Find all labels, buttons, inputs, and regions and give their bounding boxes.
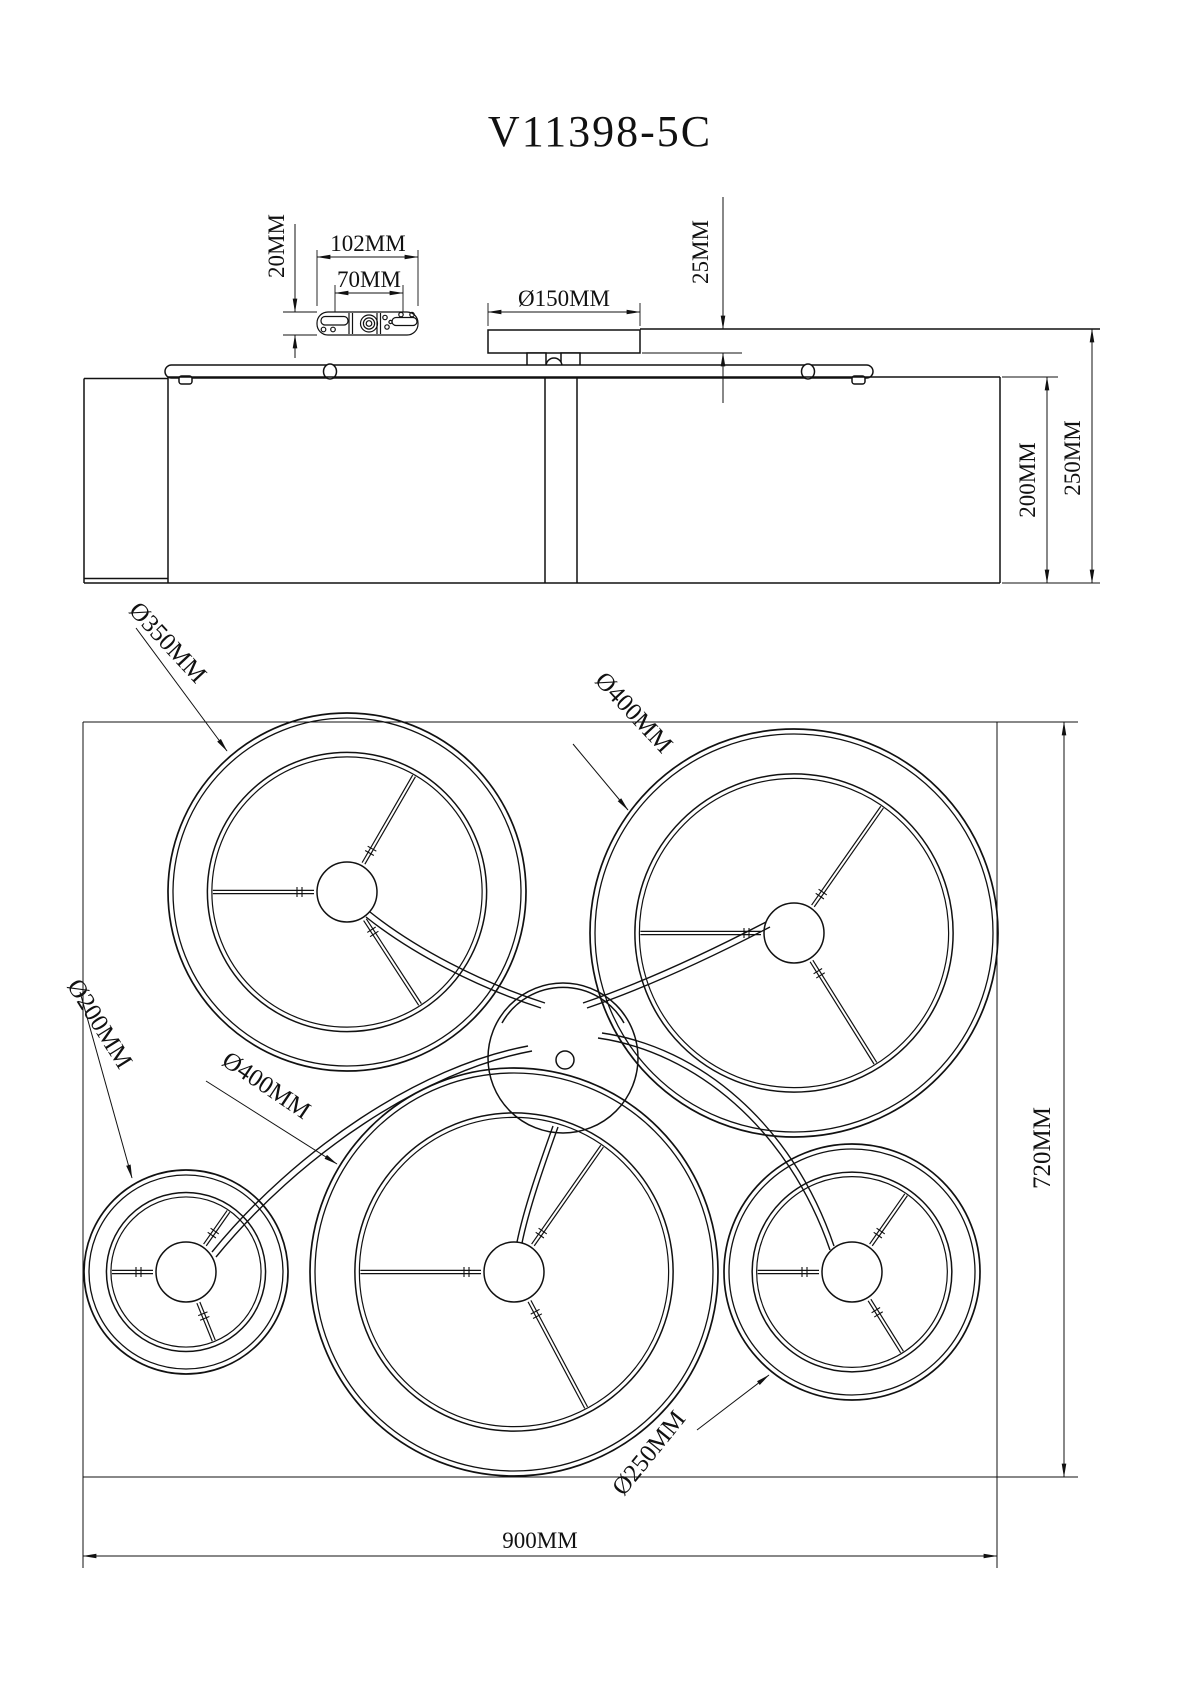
canopy-plan	[488, 983, 638, 1133]
shades-side	[84, 377, 1000, 583]
dim-bracket-hole-spacing	[335, 267, 403, 312]
label-overall-width: 900MM	[502, 1528, 578, 1553]
label-bracket-width: 102MM	[330, 231, 406, 256]
dim-canopy-diameter	[488, 286, 640, 326]
shade-circles	[84, 713, 998, 1476]
dim-total-height	[1060, 329, 1092, 583]
plan-view	[61, 597, 1078, 1568]
dim-overall-width	[83, 1528, 997, 1556]
dim-overall-depth	[1029, 722, 1064, 1477]
dim-shade-height	[1002, 377, 1100, 583]
label-bottom-right-diameter: Ø250MM	[607, 1405, 692, 1501]
dim-top-left-diameter	[124, 597, 227, 751]
canopy-side	[488, 330, 640, 353]
canopy-wire-hole	[556, 1051, 574, 1069]
arm-rod	[165, 365, 873, 378]
label-bottom-left-diameter: Ø200MM	[61, 974, 138, 1074]
label-shade-height: 200MM	[1015, 442, 1040, 518]
canopy-arms	[212, 912, 834, 1257]
drawing-title: V11398-5C	[487, 107, 713, 156]
label-total-height: 250MM	[1060, 420, 1085, 496]
label-bracket-hole-spacing: 70MM	[337, 267, 401, 292]
label-bottom-center-diameter: Ø400MM	[217, 1046, 316, 1125]
canopy-connector	[527, 353, 546, 366]
label-canopy-diameter: Ø150MM	[517, 286, 611, 311]
canopy-connector	[561, 353, 580, 366]
dim-top-right-diameter	[573, 667, 677, 810]
dim-bottom-left-diameter	[61, 974, 137, 1178]
mounting-bracket	[317, 312, 418, 335]
label-top-right-diameter: Ø400MM	[589, 667, 678, 759]
label-top-left-diameter: Ø350MM	[123, 597, 212, 689]
side-view	[84, 197, 1100, 583]
dim-bracket-height	[264, 214, 317, 358]
label-overall-depth: 720MM	[1029, 1107, 1056, 1189]
label-canopy-height: 25MM	[688, 220, 713, 284]
label-bracket-height: 20MM	[264, 214, 289, 278]
dim-bottom-center-diameter	[206, 1047, 337, 1164]
